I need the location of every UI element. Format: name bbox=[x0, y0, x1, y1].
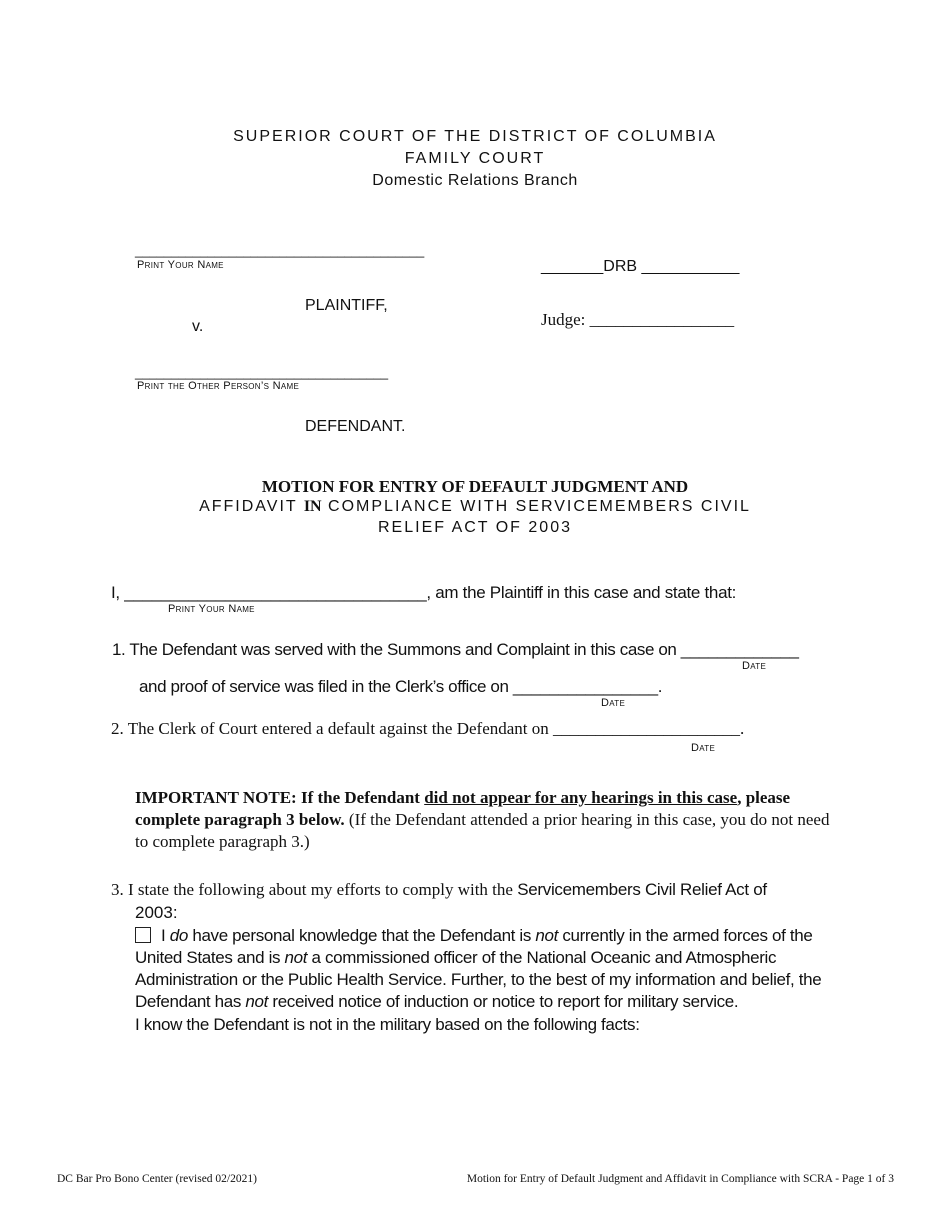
defendant-name-label: Print the Other Person’s Name bbox=[137, 380, 300, 392]
defendant-role: DEFENDANT. bbox=[305, 418, 406, 435]
defendant-name-line[interactable]: ___________________________________ bbox=[135, 365, 389, 380]
case-number-field[interactable]: _______DRB ___________ bbox=[541, 258, 740, 275]
paragraph-3-year: 2003: bbox=[135, 903, 178, 922]
title-line-3: RELIEF ACT OF 2003 bbox=[378, 519, 572, 536]
facts-line: I know the Defendant is not in the military based on the following facts: bbox=[135, 1015, 640, 1034]
paragraph-1-date-label-1: Date bbox=[742, 660, 767, 672]
paragraph-2-date-label: Date bbox=[691, 742, 716, 754]
title-line-2: AFFIDAVIT IN COMPLIANCE WITH SERVICEMEMBERS CIVIL bbox=[199, 498, 751, 515]
paragraph-1-date-label-2: Date bbox=[601, 697, 626, 709]
court-division: FAMILY COURT bbox=[404, 150, 546, 167]
paragraph-3-heading: 3. I state the following about my efforts to comply with the Servicemembers Civil Relief Act of bbox=[111, 880, 767, 899]
option-1-checkbox[interactable] bbox=[135, 927, 151, 943]
plaintiff-name-label: Print Your Name bbox=[137, 259, 224, 271]
intro-statement[interactable]: I, _________________________________, am the Plaintiff in this case and state that: bbox=[111, 583, 737, 602]
footer-right: Motion for Entry of Default Judgment and Affidavit in Compliance with SCRA - Page 1 of 3 bbox=[466, 1173, 894, 1185]
versus: v. bbox=[192, 318, 204, 335]
judge-field[interactable]: Judge: _________________ bbox=[541, 310, 735, 329]
title-line-1: MOTION FOR ENTRY OF DEFAULT JUDGMENT AND bbox=[261, 477, 689, 496]
plaintiff-role: PLAINTIFF, bbox=[305, 297, 388, 314]
plaintiff-name-line[interactable]: ________________________________________ bbox=[135, 243, 425, 258]
paragraph-1-line-1[interactable]: 1. The Defendant was served with the Summons and Complaint in this case on _____________ bbox=[112, 640, 799, 659]
intro-name-label: Print Your Name bbox=[168, 603, 255, 615]
important-note: IMPORTANT NOTE: If the Defendant did not appear for any hearings in this case, please complete paragraph 3 below. (If the Defendant attended a prior hearing in this case, you do not need to complete paragraph 3.) bbox=[135, 788, 830, 851]
paragraph-3-option-1: I do have personal knowledge that the Defendant is not currently in the armed forces of the United States and is not a commissioned officer of the National Oceanic and Atmospheric Administration or the Public Health Service. Further, to the best of my information and belief, the Defendant has not received notice of induction or notice to report for military service. bbox=[135, 926, 822, 1011]
footer-left: DC Bar Pro Bono Center (revised 02/2021) bbox=[57, 1173, 257, 1185]
court-branch: Domestic Relations Branch bbox=[372, 172, 578, 189]
court-name: SUPERIOR COURT OF THE DISTRICT OF COLUMBIA bbox=[233, 128, 717, 145]
paragraph-2-line[interactable]: 2. The Clerk of Court entered a default against the Defendant on ______________________. bbox=[111, 719, 745, 738]
paragraph-1-line-2[interactable]: and proof of service was filed in the Clerk’s office on ________________. bbox=[139, 677, 663, 696]
